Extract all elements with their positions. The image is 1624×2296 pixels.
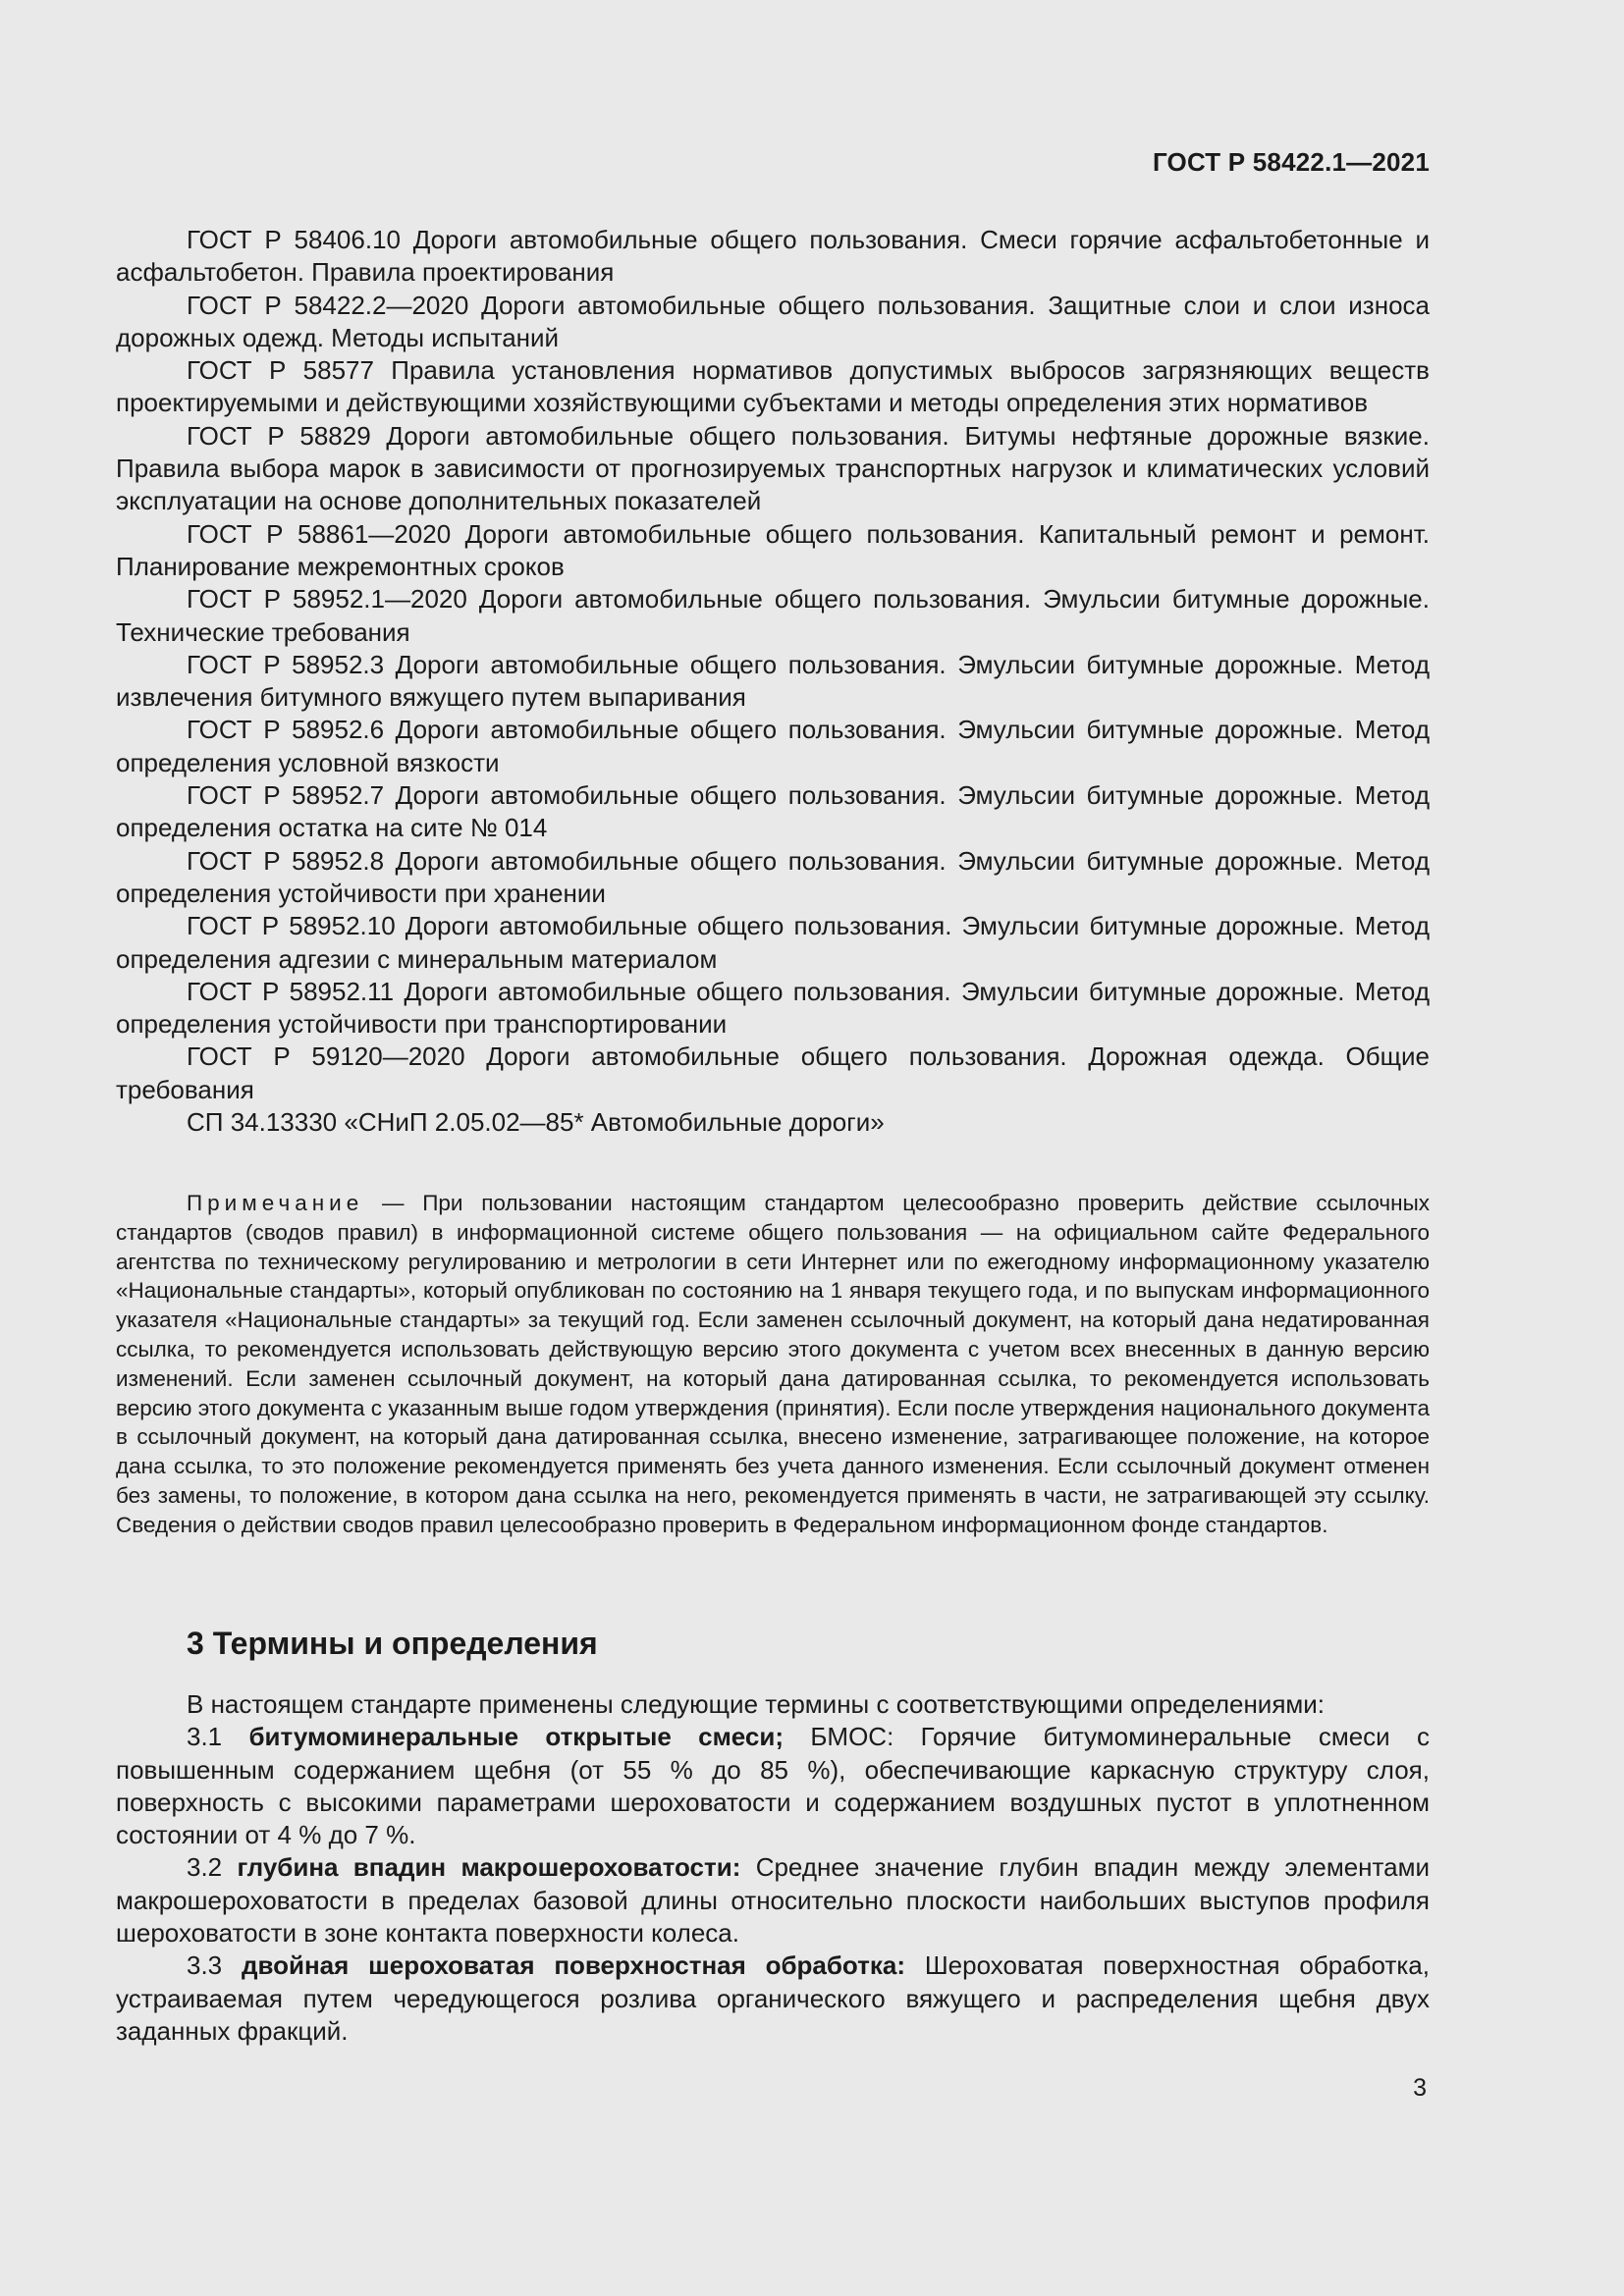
term-number: 3.2 bbox=[187, 1852, 223, 1883]
note-text: — При пользовании настоящим стандартом целесообразно проверить действие ссылочных стандартов (сводов правил) в информационной системе общего пользования — на официальном сайте Федерального агентства по техническому регулированию и метрологии в сети Интернет или по ежегодному информационному указателю «Национальные стандарты», который опубликован по состоянию на 1 января текущего года, и по выпускам информационного указателя «Национальные стандарты» за текущий год. Если заменен ссылочный документ, на который дана недатированная ссылка, то рекомендуется использовать действующую версию этого документа с учетом всех внесенных в данную версию изменений. Если заменен ссылочный документ, на который дана датированная ссылка, то рекомендуется использовать версию этого документа с указанным выше годом утверждения (принятия). Если после утверждения национального документа в ссылочный документ, на который дана датированная ссылка, внесено изменение, затрагивающее положение, на которое дана ссылка, то это положение рекомендуется применять без учета данного изменения. Если ссылочный документ отменен без замены, то положение, в котором дана ссылка на него, рекомендуется применять в части, не затрагивающей эту ссылку. Сведения о действии сводов правил целесообразно проверить в Федеральном информационном фонде стандартов. bbox=[116, 1191, 1430, 1537]
page-number: 3 bbox=[1413, 2074, 1427, 2102]
term-definition: Шероховатая поверхностная обработка, устраиваемая путем чередующегося розлива органического вяжущего и распределения щебня двух заданных фракций. bbox=[116, 1950, 1430, 2046]
note-paragraph bbox=[116, 1189, 1430, 1540]
term-definition: БМОС: Горячие битумоминеральные смеси с повышенным содержанием щебня (от 55 % до 85 %), обеспечивающие каркасную структуру слоя, поверхность с высокими параметрами шероховатости и содержанием воздушных пустот в уплотненном состоянии от 4 % до 7 %. bbox=[116, 1722, 1430, 1850]
section-heading: 3 Термины и определения bbox=[187, 1626, 598, 1661]
term-number: 3.3 bbox=[187, 1950, 223, 1981]
term-entry bbox=[116, 1949, 1430, 2048]
reference-item: ГОСТ Р 58952.8 Дороги автомобильные общего пользования. Эмульсии битумные дорожные. Метод определения устойчивости при хранении bbox=[116, 845, 1430, 908]
reference-item: ГОСТ Р 58952.7 Дороги автомобильные общего пользования. Эмульсии битумные дорожные. Метод определения остатка на сите № 014 bbox=[116, 780, 1430, 843]
normative-references-list bbox=[116, 224, 1430, 1139]
note-label: Примечание bbox=[187, 1191, 364, 1215]
reference-item: СП 34.13330 «СНиП 2.05.02—85* Автомобильные дороги» bbox=[187, 1107, 885, 1138]
reference-item: ГОСТ Р 58952.1—2020 Дороги автомобильные общего пользования. Эмульсии битумные дорожные. Технические требования bbox=[116, 584, 1430, 647]
reference-item: ГОСТ Р 58829 Дороги автомобильные общего пользования. Битумы нефтяные дорожные вязкие. Правила выбора марок в зависимости от прогнозируемых транспортных нагрузок и климатических условий эксплуатации на основе дополнительных показателей bbox=[116, 420, 1430, 516]
reference-item: ГОСТ Р 58406.10 Дороги автомобильные общего пользования. Смеси горячие асфальтобетонные и асфальтобетон. Правила проектирования bbox=[116, 225, 1430, 288]
term-name: битумоминеральные открытые смеси; bbox=[248, 1722, 785, 1752]
reference-item: ГОСТ Р 58952.3 Дороги автомобильные общего пользования. Эмульсии битумные дорожные. Метод извлечения битумного вяжущего путем выпаривания bbox=[116, 649, 1430, 713]
reference-item: ГОСТ Р 59120—2020 Дороги автомобильные общего пользования. Дорожная одежда. Общие требования bbox=[116, 1041, 1430, 1104]
reference-item: ГОСТ Р 58577 Правила установления нормативов допустимых выбросов загрязняющих веществ проектируемыми и действующими хозяйствующими субъектами и методы определения этих нормативов bbox=[116, 355, 1430, 418]
standard-code-header: ГОСТ Р 58422.1—2021 bbox=[1152, 147, 1430, 177]
reference-item: ГОСТ Р 58952.11 Дороги автомобильные общего пользования. Эмульсии битумные дорожные. Метод определения устойчивости при транспортировании bbox=[116, 976, 1430, 1040]
reference-item: ГОСТ Р 58422.2—2020 Дороги автомобильные общего пользования. Защитные слои и слои износа дорожных одежд. Методы испытаний bbox=[116, 290, 1430, 352]
reference-item: ГОСТ Р 58952.10 Дороги автомобильные общего пользования. Эмульсии битумные дорожные. Метод определения адгезии с минеральным материалом bbox=[116, 911, 1430, 974]
reference-item: ГОСТ Р 58861—2020 Дороги автомобильные общего пользования. Капитальный ремонт и ремонт. Планирование межремонтных сроков bbox=[116, 518, 1430, 581]
term-number: 3.1 bbox=[187, 1722, 223, 1752]
term-entry bbox=[116, 1721, 1430, 1851]
term-definition: Среднее значение глубин впадин между элементами макрошероховатости в пределах базовой длины относительно плоскости наибольших выступов профиля шероховатости в зоне контакта поверхности колеса. bbox=[116, 1852, 1430, 1949]
term-name: глубина впадин макрошероховатости: bbox=[237, 1852, 741, 1883]
terms-section-body bbox=[116, 1688, 1430, 2048]
section-intro: В настоящем стандарте применены следующие термины с соответствующими определениями: bbox=[187, 1689, 1326, 1719]
term-name: двойная шероховатая поверхностная обработка: bbox=[241, 1950, 906, 1981]
reference-item: ГОСТ Р 58952.6 Дороги автомобильные общего пользования. Эмульсии битумные дорожные. Метод определения условной вязкости bbox=[116, 715, 1430, 777]
term-entry bbox=[116, 1851, 1430, 1949]
